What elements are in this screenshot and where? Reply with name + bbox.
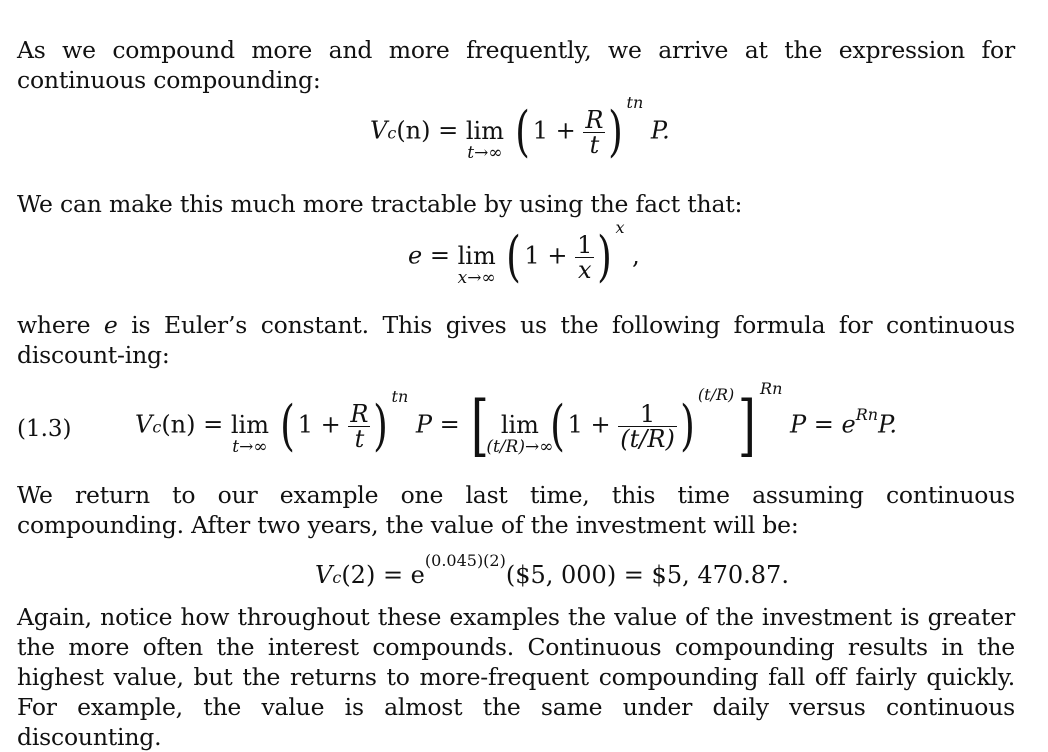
eq1-lhs-arg: (n) = [396, 116, 459, 145]
eq2-tail: , [632, 241, 640, 270]
eq3-lim2: lim (t/R)→∞ [486, 410, 554, 457]
eq2-lim: lim x→∞ [457, 241, 496, 288]
eq4-rhs: ($5, 000) = $5, 470.87. [505, 561, 789, 589]
paragraph-euler-constant: where e is Euler’s constant. This gives us the following formula for continuous discount-ing: [17, 311, 1015, 369]
eq3-one-plus2: 1 + [567, 410, 611, 439]
eq3-rhs: P = e [790, 410, 856, 439]
eq1-tail: P. [650, 116, 670, 145]
eq3-rhs-tail: P. [878, 410, 898, 439]
equation-continuous-limit: Vc(n) = lim t→∞ ( 1 + $\frac{R}{t}$ ) $^{tn}$ P. [370, 92, 670, 163]
eq2-exponent: x [615, 217, 625, 237]
eq3-lhs-sub: c [152, 417, 162, 437]
eq4-lhs: V [315, 561, 333, 589]
eq1-one-plus: 1 + [532, 116, 576, 145]
eq3-lim1-under: t→∞ [232, 436, 268, 457]
paragraph-continuous-compounding: As we compound more and more frequently, we arrive at the expression for continuous compounding: [17, 36, 1015, 94]
eq2-fraction: $\frac{1}{x}$ [577, 230, 593, 284]
eq4-lhs-sub: c [332, 568, 342, 587]
eq1-exponent: tn [626, 92, 644, 112]
eq3-one-plus1: 1 + [297, 410, 341, 439]
eq3-lhs: V [135, 410, 153, 439]
eq2-one-plus: 1 + [524, 241, 568, 270]
paragraph-tractable: We can make this much more tractable by using the fact that: [17, 190, 743, 218]
eq3-lim1: lim t→∞ [230, 410, 269, 457]
eq2-lhs: e = [408, 241, 450, 270]
eq1-lim: lim t→∞ [465, 116, 504, 163]
eq3-fraction1: $\frac{R}{t}$ [350, 399, 369, 453]
eq4-exponent: (0.045)(2) [424, 551, 506, 570]
eq3-lim2-under: (t/R)→∞ [486, 436, 554, 457]
eq4-lhs-arg: (2) = e [341, 561, 425, 589]
eq3-exponent1: tn [391, 386, 409, 406]
equation-euler-limit: e = lim x→∞ ( 1 + $\frac{1}{x}$ ) $^x$ , [408, 217, 640, 288]
eq3-fraction2: $\frac{1}{(t/R)}$ [620, 399, 675, 453]
equation-example-value [315, 551, 789, 589]
eq3-mid: P = [415, 410, 460, 439]
eq2-lim-under: x→∞ [457, 267, 496, 288]
eq1-lhs: V [370, 116, 388, 145]
eq3-outer-exponent: Rn [760, 378, 783, 398]
eq1-lim-under: t→∞ [467, 142, 503, 163]
eq1-fraction: $\frac{R}{t}$ [585, 105, 604, 159]
paragraph-example-continuous: We return to our example one last time, this time assuming continuous compounding. After two years, the value of the investment will be: [17, 481, 1015, 539]
eq1-lhs-sub: c [387, 123, 397, 143]
paragraph-conclusion: Again, notice how throughout these examples the value of the investment is greater the more often the interest compounds. Continuous compounding results in the highest value, but the returns to more-frequent compounding fall off fairly quickly. For example, the value is almost the same under daily versus continuous discounting. [17, 603, 1015, 751]
equation-continuous-discounting: Vc(n) = lim t→∞ ( 1 + $\frac{R}{t}$ ) $^{tn}$ P = [ lim (t/R)→∞ ( 1 + $\frac{1}{(t/R)}$ ) $^{(t/R)}$] $^{Rn}$ $P = e^{Rn}P$. [135, 378, 898, 464]
eq3-rhs-exponent: Rn [855, 404, 879, 424]
equation-number: (1.3) [17, 416, 72, 442]
eq3-exponent2: (t/R) [697, 384, 735, 404]
eq3-lhs-arg: (n) = [161, 410, 224, 439]
